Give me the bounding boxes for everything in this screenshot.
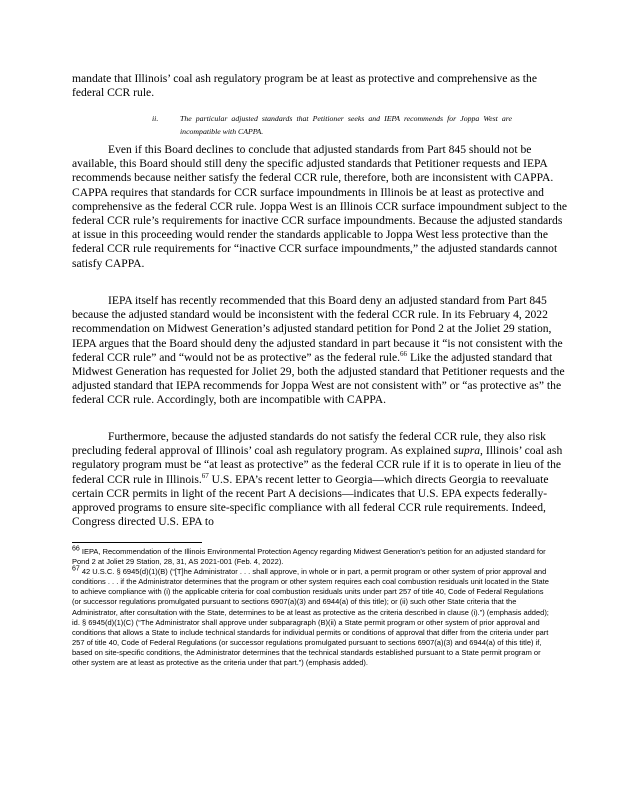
paragraph-text — [72, 294, 572, 408]
footnote-number: 66 — [72, 545, 80, 553]
footnotes — [72, 547, 552, 668]
paragraph-text-c: U.S. EPA’s recent letter to Georgia—which directs Georgia to reevaluate certain CCR permits in light of the recent Part A decisions—indicates that U.S. EPA expects federally-approved programs to ensure site-specific compliance with all federal CCR rule requirements. Indeed, Congress directed U.S. EPA to — [72, 472, 549, 529]
footnote-67 — [72, 567, 552, 668]
paragraph-text-b: , Illinois’ coal ash regulatory program must be “at least as protective” as the federal CCR rule if it is to operate in lieu of the federal CCR rule in Illinois. — [72, 444, 563, 486]
footnote-ref-67[interactable]: 67 — [201, 471, 209, 480]
footnote-divider — [72, 542, 202, 543]
paragraph-1 — [72, 143, 572, 271]
paragraph-text-a: IEPA itself has recently recommended that this Board deny an adjusted standard from Part 845 because the adjusted standard would be inconsistent with the federal CCR rule. In its February 4, 2022 recommendation on Midwest Generation’s adjusted standard petition for Pond 2 at the Joliet 29 station, IEPA argues that the Board should deny the adjusted standard in part because it “is not consistent with the federal CCR rule” and “would not be as protective” as the federal rule. — [72, 294, 563, 364]
paragraph-text-a: Furthermore, because the adjusted standards do not satisfy the federal CCR rule, they also risk precluding federal approval of Illinois’ coal ash regulatory program. As explained — [72, 430, 546, 458]
heading-number: ii. — [152, 114, 159, 123]
paragraph-text: mandate that Illinois’ coal ash regulatory program be at least as protective and comprehensive as the federal CCR rule. — [72, 72, 537, 100]
paragraph-3 — [72, 430, 572, 529]
paragraph-text-b: Like the adjusted standard that Midwest Generation has requested for Joliet 29, both the adjusted standard that Petitioner requests and the adjusted standard that IEPA recommends for Joppa West are not consistent with” or “as protective as” the federal CCR rule. Accordingly, both are incompatible with CAPPA. — [72, 350, 565, 407]
supra-italic: supra — [453, 444, 481, 458]
opening-paragraph — [72, 72, 572, 100]
heading-text: The particular adjusted standards that Petitioner seeks and IEPA recommends for Joppa West are incompatible with CAPPA. — [180, 114, 512, 136]
footnote-ref-66[interactable]: 66 — [400, 349, 408, 358]
paragraph-text: Even if this Board declines to conclude that adjusted standards from Part 845 should not be available, this Board should still deny the specific adjusted standards that Petitioner requests and IEPA recommends because neither satisfy the federal CCR rule, therefore, both are inconsistent with CAPPA. CAPPA requires that standards for CCR surface impoundments in Illinois be at least as protective and comprehensive as the federal CCR rule. Joppa West is an Illinois CCR surface impoundment subject to the federal CCR rule’s requirements for inactive CCR surface impoundments. Because the adjusted standards at issue in this proceeding would render the standards applicable to Joppa West less protective than the federal CCR rule requirements for “inactive CCR surface impoundments,” the adjusted standards cannot satisfy CAPPA. — [72, 143, 568, 270]
footnote-66 — [72, 547, 552, 567]
paragraph-text — [72, 430, 572, 529]
footnote-text: IEPA, Recommendation of the Illinois Environmental Protection Agency regarding Midwest Generation’s petition for an adjusted standard for Pond 2 at Joliet 29 Station, 28, 31, AS 2021-001 (Feb. 4, 2022). — [72, 547, 546, 567]
paragraph-2 — [72, 294, 572, 408]
footnote-text: 42 U.S.C. § 6945(d)(1)(B) (“[T]he Administrator . . . shall approve, in whole or in part, a permit program or other system of prior approval and conditions . . . if the Administrator determines that the program or other system requires each coal combustion residuals unit located in the State to achieve compliance with (i) the applicable criteria for coal combustion residuals units under part 257 of title 40, Code of Federal Regulations (or successor regulations promulgated pursuant to sections 6907(a)(3) and 6944(a) of this title); or (ii) such other State criteria that the Administrator, after consultation with the State, determines to be at least as protective as the criteria described in clause (i).”) (emphasis added); id. § 6945(d)(1)(C) (“The Administrator shall approve under subparagraph (B)(ii) a State permit program or other system of prior approval and conditions that allows a State to include technical standards for individual permits or conditions of approval that differ from the criteria under part 257 of title 40, Code of Federal Regulations (or successor regulations promulgated pursuant to sections 6907(a)(3) and 6944(a) of this title) if, based on site-specific conditions, the Administrator determines that the technical standards established pursuant to a State permit program or other system are at least as protective as the criteria under that part.”) (emphasis added). — [72, 567, 549, 668]
footnote-number: 67 — [72, 565, 80, 573]
section-heading — [152, 112, 512, 138]
